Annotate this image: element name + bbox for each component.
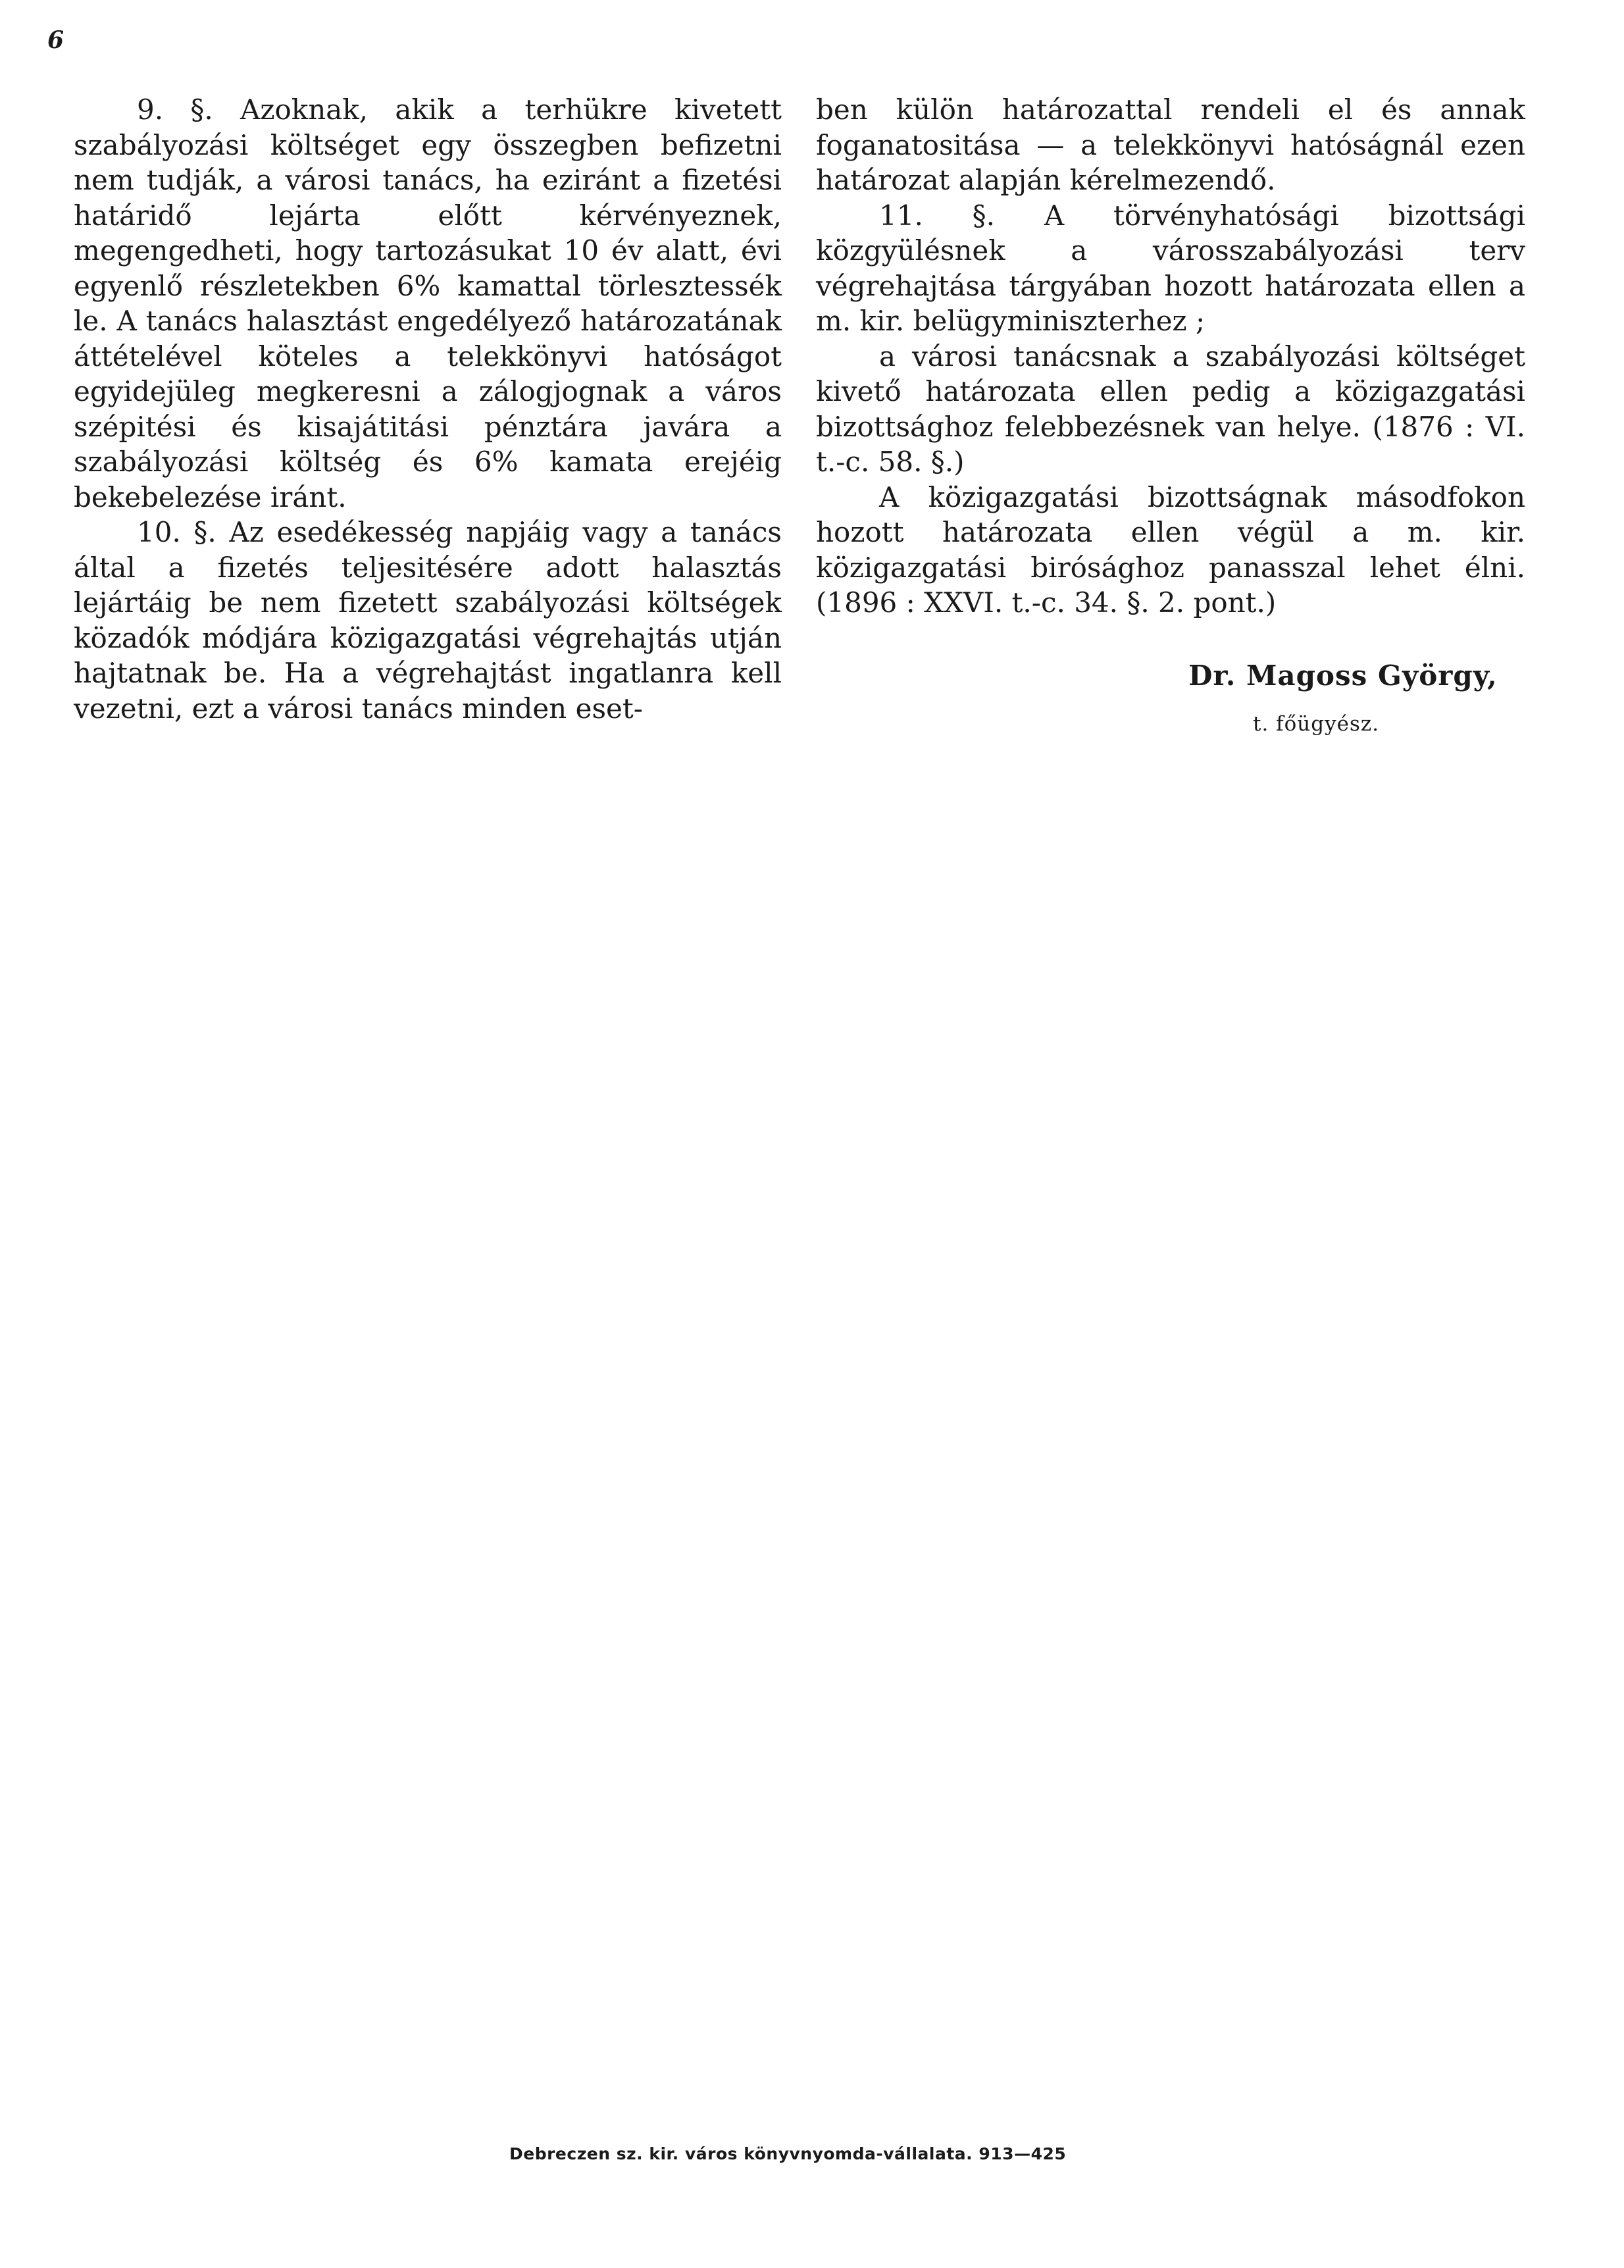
paragraph-9: 9. §. Azoknak, akik a terhükre kivetett szabályozási költséget egy összegben befizetni nem tudják, a városi tanács, ha eziránt a fizetési határidő lejárta előtt kérvényeznek, megengedheti, hogy tartozásukat 10 év alatt, évi egyenlő részletekben 6% kamattal törlesztessék le. A tanács halasztást engedélyező határozatának áttételével köteles a telekkönyvi hatóságot egyidejüleg megkeresni a zálogjognak a város szépitési és kisajátitási pénztára javára a szabályozási költség és 6% kamata erejéig bekebelezése iránt. [74,93,782,513]
page-number: 6 [47,26,64,54]
left-column [74,92,782,726]
paragraph-11: 11. §. A törvényhatósági bizottsági közgyülésnek a városszabályozási terv végrehajtása tárgyában hozott határozata ellen a m. kir. belügyminiszterhez ; [816,199,1525,337]
signature-name: Dr. Magoss György, [1188,659,1498,692]
paragraph-10-continued: ben külön határozattal rendeli el és annak foganatositása — a telekkönyvi hatóságnál ezen határozat alapján kérelmezendő. [816,93,1525,196]
right-column [816,92,1525,621]
printer-imprint: Debreczen sz. kir. város könyvnyomda-vállalata. 913—425 [509,2144,1067,2163]
paragraph-10: 10. §. Az esedékesség napjáig vagy a tanács által a fizetés teljesitésére adott halasztás lejártáig be nem fizetett szabályozási költségek közadók módjára közigazgatási végrehajtás utján hajtatnak be. Ha a végrehajtást ingatlanra kell vezetni, ezt a városi tanács minden eset- [74,516,782,725]
paragraph-11-appeal: a városi tanácsnak a szabályozási költséget kivető határozata ellen pedig a közigazgatási bizottsághoz felebbezésnek van helye. (1876 : VI. t.-c. 58. §.) [816,340,1525,478]
signature-title: t. főügyész. [1253,712,1380,736]
paragraph-11-second-instance: A közigazgatási bizottságnak másodfokon hozott határozata ellen végül a m. kir. közigazgatási birósághoz panasszal lehet élni. (1896 : XXVI. t.-c. 34. §. 2. pont.) [816,480,1525,619]
